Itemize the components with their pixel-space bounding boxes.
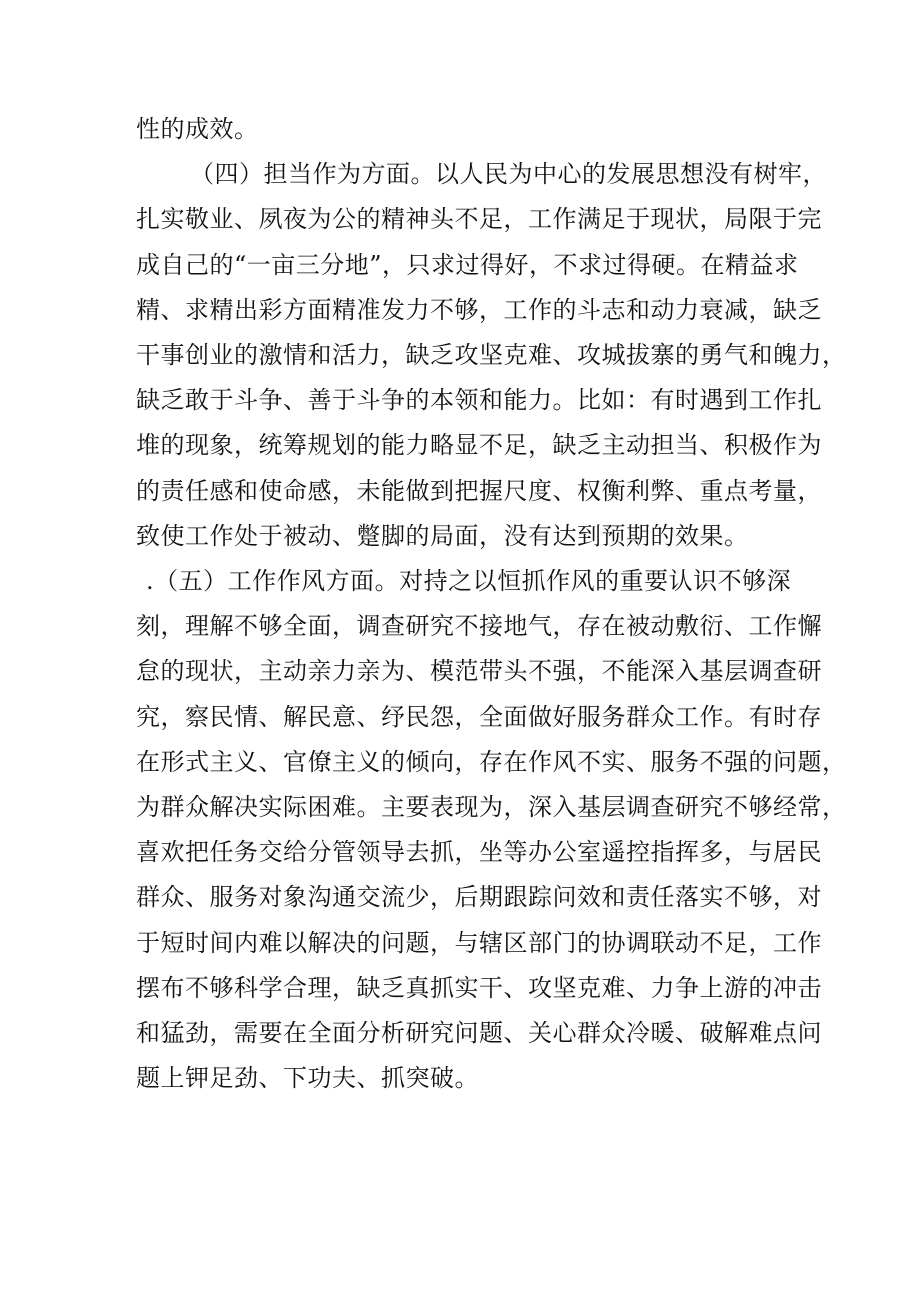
text-line: 怠的现状，主动亲力亲为、模范带头不强，不能深入基层调查研 <box>136 657 822 686</box>
text-line: 为群众解决实际困难。主要表现为，深入基层调查研究不够经常， <box>136 793 847 821</box>
text-line: 的责任感和使命感，未能做到把握尺度、权衡利弊、重点考量， <box>136 476 822 505</box>
text-line: 题上钾足劲、下功夫、抓突破。 <box>136 1064 479 1093</box>
text-line: 喜欢把任务交给分管领导去抓，坐等办公室遥控指挥多，与居民 <box>136 838 822 867</box>
text-line: 成自己的“一亩三分地”，只求过得好，不求过得硬。在精益求 <box>136 250 799 279</box>
text-line: 性的成效。 <box>136 115 259 143</box>
text-line: 究，察民情、解民意、纾民怨，全面做好服务群众工作。有时存 <box>136 702 822 731</box>
text-line: （四）担当作为方面。以人民为中心的发展思想没有树牢， <box>190 160 827 189</box>
text-line: 摆布不够科学合理，缺乏真抓实干、攻坚克难、力争上游的冲击 <box>136 973 822 1002</box>
text-line: 扎实敬业、夙夜为公的精神头不足，工作满足于现状，局限于完 <box>136 205 822 234</box>
text-line: 缺乏敢于斗争、善于斗争的本领和能力。比如：有时遇到工作扎 <box>136 386 822 415</box>
text-line: 刻，理解不够全面，调查研究不接地气，存在被动敷衍、工作懈 <box>136 612 822 641</box>
text-line: 致使工作处于被动、蹩脚的局面，没有达到预期的效果。 <box>136 521 749 550</box>
text-line: 和猛劲，需要在全面分析研究问题、关心群众冷暖、破解难点问 <box>136 1019 822 1047</box>
text-line: 在形式主义、官僚主义的倾向，存在作风不实、服务不强的问题， <box>136 747 847 776</box>
text-line: .（五）工作作风方面。对持之以恒抓作风的重要认识不够深 <box>146 567 792 595</box>
text-line: 干事创业的激情和活力，缺乏攻坚克难、攻城拔寨的勇气和魄力， <box>136 341 847 369</box>
text-line: 堆的现象，统筹规划的能力略显不足，缺乏主动担当、积极作为 <box>136 431 822 460</box>
text-line: 群众、服务对象沟通交流少，后期跟踪问效和责任落实不够，对 <box>136 883 822 912</box>
text-line: 于短时间内难以解决的问题，与辖区部门的协调联动不足，工作 <box>136 928 822 957</box>
text-line: 精、求精出彩方面精准发力不够，工作的斗志和动力衰减，缺乏 <box>136 295 822 324</box>
